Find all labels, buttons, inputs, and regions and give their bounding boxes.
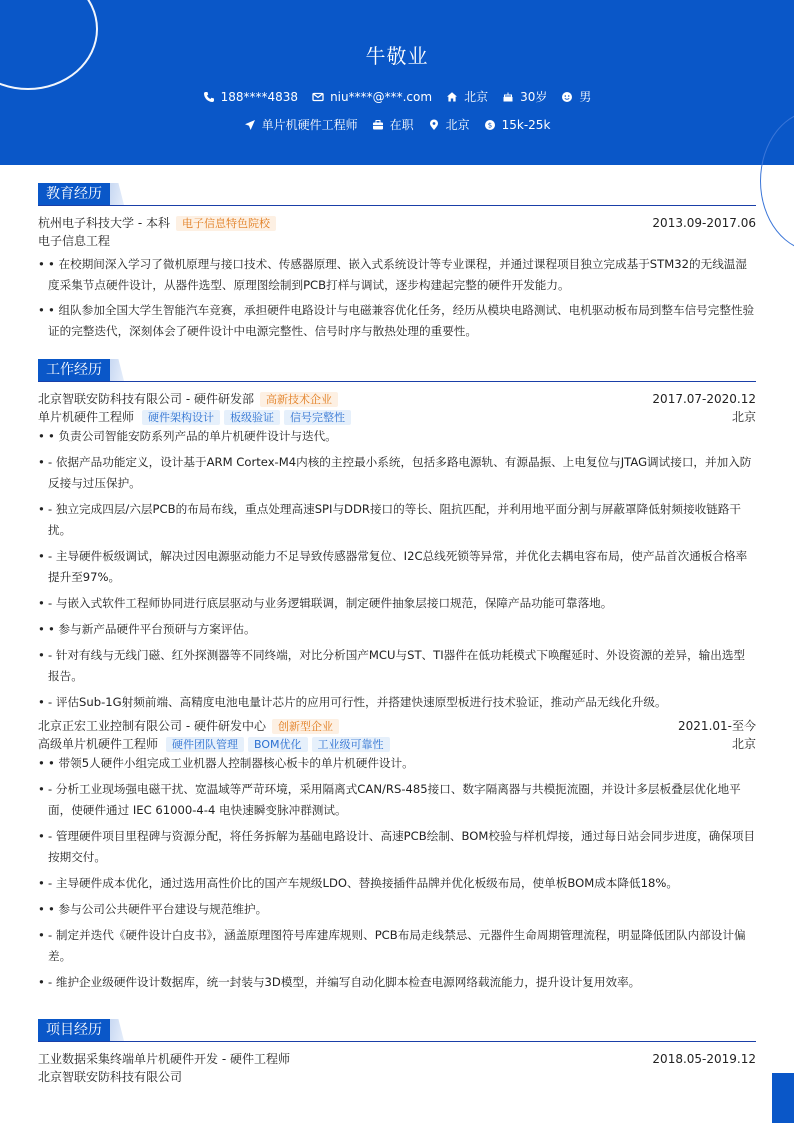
company-tag: 高新技术企业 — [260, 392, 338, 407]
section-title-tail — [110, 183, 124, 205]
list-item: • - 针对有线与无线门磁、红外探测器等不同终端，对比分析国产MCU与ST、TI器件在低功耗模式下唤醒延时、外设资源的差异，输出选型报告。 — [38, 645, 756, 687]
project-date: 2018.05-2019.12 — [652, 1052, 756, 1066]
list-item: • - 维护企业级硬件设计数据库，统一封装与3D模型，并编写自动化脚本检查电源网络载流能力，提升设计复用效率。 — [38, 972, 756, 993]
money-icon — [484, 119, 496, 131]
education-section — [38, 183, 756, 342]
position-line — [38, 408, 756, 426]
project-header — [38, 1019, 756, 1042]
phone-info — [203, 90, 298, 104]
work-header — [38, 359, 756, 382]
job-location: 北京 — [731, 737, 756, 751]
age-info — [502, 88, 547, 105]
list-item: • - 依据产品功能定义，设计基于ARM Cortex-M4内核的主控最小系统，包括多路电源轨、有源晶振、上电复位与JTAG调试接口，并加入防反接与过压保护。 — [38, 452, 756, 494]
skill-tag: 硬件架构设计 — [142, 410, 220, 425]
job-bullets — [38, 426, 756, 713]
decorative-corner-block — [772, 1073, 794, 1123]
section-title: 项目经历 — [38, 1019, 110, 1041]
salary-text: 15k-25k — [501, 117, 551, 132]
skill-tag: 工业级可靠性 — [312, 737, 390, 752]
face-icon — [561, 91, 573, 103]
gender-info — [561, 88, 591, 105]
mail-icon — [312, 91, 324, 103]
list-item: • - 评估Sub-1G射频前端、高精度电池电量计芯片的应用可行性，并搭建快速原型板进行技术验证，推动产品无线化升级。 — [38, 692, 756, 713]
list-item: • • 参与新产品硬件平台预研与方案评估。 — [38, 619, 756, 640]
project-company: 北京智联安防科技有限公司 — [38, 1070, 183, 1084]
job-entry — [38, 390, 756, 408]
candidate-name: 牛敬业 — [365, 44, 429, 68]
cake-icon — [502, 91, 514, 103]
status-info — [372, 116, 414, 133]
education-date: 2013.09-2017.06 — [652, 216, 756, 230]
list-item: • • 在校期间深入学习了微机原理与接口技术、传感器原理、嵌入式系统设计等专业课程，并通过课程项目独立完成基于STM32的无线温湿度采集节点硬件设计，从器件选型、原理图绘制到PCB打样与调试，逐步构建起完整的硬件开发能力。 — [38, 254, 756, 296]
city-info — [446, 88, 488, 105]
age-text: 30岁 — [520, 90, 548, 104]
location-icon — [428, 119, 440, 131]
company-name: 北京正宏工业控制有限公司 - 硬件研发中心 — [38, 719, 266, 733]
section-title: 教育经历 — [38, 183, 110, 205]
education-entry — [38, 214, 756, 232]
list-item: • • 负责公司智能安防系列产品的单片机硬件设计与迭代。 — [38, 426, 756, 447]
list-item: • - 主导硬件板级调试，解决过因电源驱动能力不足导致传感器常复位、I2C总线死锁等异常，并优化去耦电容布局，使产品首次通板合格率提升至97%。 — [38, 546, 756, 588]
job-entry — [38, 717, 756, 735]
project-entry — [38, 1050, 756, 1068]
briefcase-icon — [372, 119, 384, 131]
send-icon — [244, 119, 256, 131]
skill-tag: 硬件团队管理 — [166, 737, 244, 752]
target-city-text: 北京 — [445, 118, 470, 132]
email-info — [312, 90, 432, 104]
work-section — [38, 359, 756, 993]
list-item: • - 独立完成四层/六层PCB的布局布线，重点处理高速SPI与DDR接口的等长、阻抗匹配，并利用地平面分割与屏蔽罩降低射频接收链路干扰。 — [38, 499, 756, 541]
education-bullets — [38, 254, 756, 342]
skill-tag: 板级验证 — [224, 410, 280, 425]
job-bullets — [38, 753, 756, 993]
target-position-info — [244, 116, 358, 133]
email-text: niu****@***.com — [330, 89, 433, 104]
project-name: 工业数据采集终端单片机硬件开发 - 硬件工程师 — [38, 1052, 290, 1066]
section-title: 工作经历 — [38, 359, 110, 381]
major-line — [38, 232, 756, 250]
home-icon — [446, 91, 458, 103]
target-city-info — [428, 116, 470, 133]
project-section — [38, 1019, 756, 1086]
resume-header — [0, 0, 794, 165]
contact-row — [0, 88, 794, 105]
position-name: 单片机硬件工程师 — [38, 410, 135, 424]
salary-info — [484, 118, 551, 132]
section-title-tail — [110, 1019, 124, 1041]
position-line — [38, 735, 756, 753]
company-tag: 创新型企业 — [272, 719, 339, 734]
phone-icon — [203, 91, 215, 103]
position-name: 高级单片机硬件工程师 — [38, 737, 159, 751]
list-item: • - 制定并迭代《硬件设计白皮书》，涵盖原理图符号库建库规则、PCB布局走线禁忌、元器件生命周期管理流程，明显降低团队内部设计偏差。 — [38, 925, 756, 967]
phone-text: 188****4838 — [220, 89, 299, 104]
list-item: • - 分析工业现场强电磁干扰、宽温域等严苛环境，采用隔离式CAN/RS-485接口、数字隔离器与共模扼流圈，并设计多层板叠层优化地平面，使硬件通过 IEC 61000-4-4 电快速瞬变脉冲群测试。 — [38, 779, 756, 821]
school-name: 杭州电子科技大学 - 本科 — [38, 216, 170, 230]
project-company-line — [38, 1068, 756, 1086]
target-position-text: 单片机硬件工程师 — [261, 118, 358, 132]
skill-tag: 信号完整性 — [284, 410, 351, 425]
major-name: 电子信息工程 — [38, 234, 111, 248]
education-header — [38, 183, 756, 206]
status-text: 在职 — [389, 118, 414, 132]
list-item: • • 组队参加全国大学生智能汽车竞赛，承担硬件电路设计与电磁兼容优化任务，经历从模块电路测试、电机驱动板布局到整车信号完整性验证的完整迭代，深刻体会了硬件设计中电源完整性、信号时序与散热处理的重要性。 — [38, 300, 756, 342]
school-tag: 电子信息特色院校 — [176, 216, 276, 231]
company-name: 北京智联安防科技有限公司 - 硬件研发部 — [38, 392, 254, 406]
list-item: • - 与嵌入式软件工程师协同进行底层驱动与业务逻辑联调，制定硬件抽象层接口规范，保障产品功能可靠落地。 — [38, 593, 756, 614]
city-text: 北京 — [464, 90, 489, 104]
skill-tag: BOM优化 — [248, 737, 308, 752]
list-item: • - 主导硬件成本优化，通过选用高性价比的国产车规级LDO、替换接插件品牌并优化板级布局，使单板BOM成本降低18%。 — [38, 873, 756, 894]
job-intent-row — [0, 116, 794, 133]
svg-text:$: $ — [487, 121, 492, 130]
list-item: • • 参与公司公共硬件平台建设与规范维护。 — [38, 899, 756, 920]
job-date: 2021.01-至今 — [678, 719, 756, 733]
job-date: 2017.07-2020.12 — [652, 392, 756, 406]
job-location: 北京 — [731, 410, 756, 424]
gender-text: 男 — [579, 90, 592, 104]
list-item: • - 管理硬件项目里程碑与资源分配，将任务拆解为基础电路设计、高速PCB绘制、BOM校验与样机焊接，通过每日站会同步进度，确保项目按期交付。 — [38, 826, 756, 868]
section-title-tail — [110, 359, 124, 381]
list-item: • • 带领5人硬件小组完成工业机器人控制器核心板卡的单片机硬件设计。 — [38, 753, 756, 774]
